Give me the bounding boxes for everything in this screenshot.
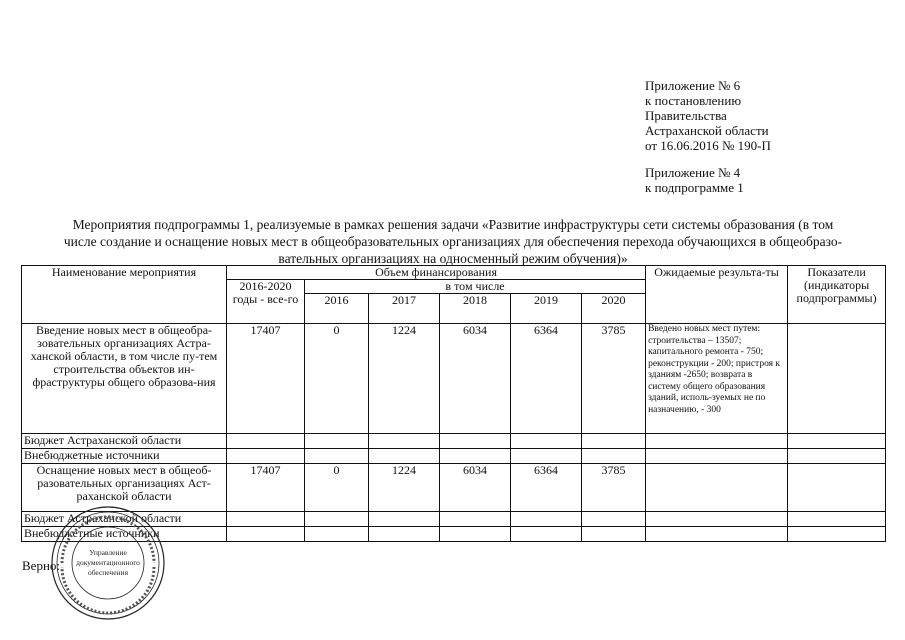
cell-2018: 6034 bbox=[440, 324, 511, 434]
cell-2018: 6034 bbox=[440, 464, 511, 512]
cell-indicators bbox=[788, 464, 886, 512]
cell-results bbox=[646, 527, 788, 542]
cell-2020 bbox=[582, 527, 646, 542]
title-line: вательных организациях на односменный режим обучения)» bbox=[278, 251, 628, 266]
cell-2020: 3785 bbox=[582, 324, 646, 434]
cell-2016: 0 bbox=[305, 324, 369, 434]
cell-2016 bbox=[305, 527, 369, 542]
appendix-line: Приложение № 4 bbox=[645, 165, 741, 180]
cell-results bbox=[646, 512, 788, 527]
cell-2019 bbox=[511, 434, 582, 449]
cell-2020 bbox=[582, 449, 646, 464]
cell-2017 bbox=[369, 527, 440, 542]
table-row bbox=[22, 434, 886, 449]
row-name: Внебюджетные источники bbox=[22, 449, 227, 464]
cell-indicators bbox=[788, 434, 886, 449]
cell-2016 bbox=[305, 434, 369, 449]
cell-2017: 1224 bbox=[369, 324, 440, 434]
cell-2020 bbox=[582, 512, 646, 527]
cell-indicators bbox=[788, 449, 886, 464]
cell-total: 17407 bbox=[227, 464, 305, 512]
cell-2018 bbox=[440, 449, 511, 464]
title-line: числе создание и оснащение новых мест в общеобразовательных организациях для обеспечения перехода обучающихся в общеобразо- bbox=[63, 234, 843, 249]
cell-2020: 3785 bbox=[582, 464, 646, 512]
cell-indicators bbox=[788, 527, 886, 542]
cell-2020 bbox=[582, 434, 646, 449]
appendix-line: Приложение № 6 bbox=[645, 78, 741, 93]
cell-2019: 6364 bbox=[511, 324, 582, 434]
cell-2019 bbox=[511, 449, 582, 464]
appendix-line: к постановлению bbox=[645, 93, 742, 108]
funding-table bbox=[21, 265, 886, 542]
row-name: Внебюджетные источники bbox=[22, 527, 227, 542]
row-name: Введение новых мест в общеобра-зовательных организациях Астра-ханской области, в том числе пу-тем строительства объектов ин-фраструктуры общего образова-ния bbox=[22, 324, 227, 434]
cell-2019 bbox=[511, 512, 582, 527]
svg-text:обеспечения: обеспечения bbox=[87, 568, 129, 577]
appendix-line: Астраханской области bbox=[645, 123, 769, 138]
svg-text:документационного: документационного bbox=[76, 558, 140, 567]
header-funding: Объем финансирования bbox=[227, 266, 646, 280]
cell-results bbox=[646, 449, 788, 464]
header-indicators: Показатели (индикаторы подпрограммы) bbox=[788, 266, 886, 324]
header-incl: в том числе bbox=[305, 280, 646, 294]
cell-2019: 6364 bbox=[511, 464, 582, 512]
cell-indicators bbox=[788, 512, 886, 527]
header-total: 2016-2020 годы - все-го bbox=[227, 280, 305, 324]
seal-stamp-icon bbox=[50, 505, 166, 621]
appendix-line: к подпрограмме 1 bbox=[645, 180, 744, 195]
page-title bbox=[22, 216, 884, 267]
row-name: Бюджет Астраханской области bbox=[22, 434, 227, 449]
header-year: 2020 bbox=[582, 294, 646, 324]
title-line: Мероприятия подпрограммы 1, реализуемые в рамках решения задачи «Развитие инфраструктуры сети системы образования (в том bbox=[72, 217, 834, 232]
cell-total bbox=[227, 449, 305, 464]
cell-2016 bbox=[305, 512, 369, 527]
cell-total bbox=[227, 434, 305, 449]
cell-results bbox=[646, 434, 788, 449]
cell-2018 bbox=[440, 434, 511, 449]
cell-2019 bbox=[511, 527, 582, 542]
cell-results bbox=[646, 464, 788, 512]
cell-total: 17407 bbox=[227, 324, 305, 434]
appendix-line: от 16.06.2016 № 190-П bbox=[645, 138, 771, 153]
cell-2018 bbox=[440, 527, 511, 542]
appendix-block bbox=[645, 78, 885, 195]
header-year: 2019 bbox=[511, 294, 582, 324]
header-results: Ожидаемые результа-ты bbox=[646, 266, 788, 324]
cell-2017 bbox=[369, 512, 440, 527]
table-row bbox=[22, 324, 886, 434]
cell-2017 bbox=[369, 434, 440, 449]
cell-2018 bbox=[440, 512, 511, 527]
row-name: Бюджет Астраханской области bbox=[22, 512, 227, 527]
verno-label: Верно: bbox=[22, 558, 61, 573]
cell-indicators bbox=[788, 324, 886, 434]
appendix-line: Правительства bbox=[645, 108, 727, 123]
cell-2017: 1224 bbox=[369, 464, 440, 512]
cell-total bbox=[227, 527, 305, 542]
cell-2017 bbox=[369, 449, 440, 464]
cell-2016: 0 bbox=[305, 464, 369, 512]
cell-2016 bbox=[305, 449, 369, 464]
header-name: Наименование мероприятия bbox=[22, 266, 227, 324]
cell-results: Введено новых мест путем: строительства – 13507; капитального ремонта - 750; реконструкции - 200; пристроя к зданиям -2650; возврата в систему общего образования зданий, исполь-зуемых не по назначению, - 300 bbox=[646, 324, 788, 434]
row-name: Оснащение новых мест в общеоб-разовательных организациях Аст-раханской области bbox=[22, 464, 227, 512]
cell-total bbox=[227, 512, 305, 527]
header-year: 2017 bbox=[369, 294, 440, 324]
table-row bbox=[22, 449, 886, 464]
header-year: 2016 bbox=[305, 294, 369, 324]
header-year: 2018 bbox=[440, 294, 511, 324]
svg-text:Управление: Управление bbox=[89, 548, 127, 557]
